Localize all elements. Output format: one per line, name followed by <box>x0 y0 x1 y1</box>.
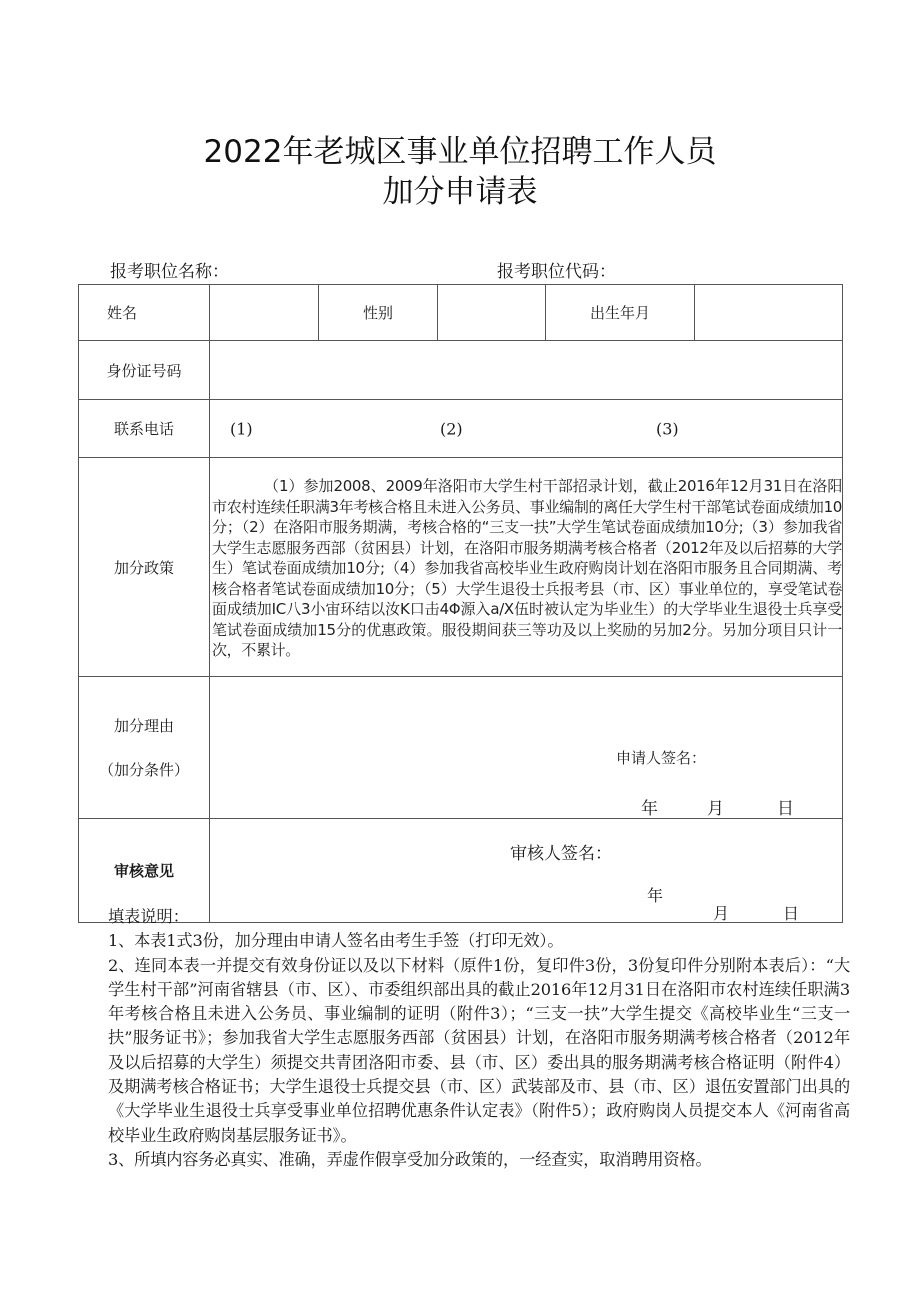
applicant-date-year: 年 <box>641 799 658 819</box>
name-field[interactable] <box>210 285 319 341</box>
policy-label: 加分政策 <box>79 458 210 677</box>
reviewer-signature-label: 审核人签名： <box>510 844 612 864</box>
document-title-line1: 2022年老城区事业单位招聘工作人员 <box>203 134 717 170</box>
review-opinion-label: 审核意见 <box>79 819 210 923</box>
id-number-field[interactable] <box>210 341 843 400</box>
id-number-label: 身份证号码 <box>79 341 210 400</box>
form-row-policy <box>79 458 843 677</box>
phone-1-label: (1) <box>230 419 253 438</box>
instruction-item-1: 1、本表1式3份，加分理由申请人签名由考生手签（打印无效）。 <box>108 931 564 951</box>
form-row-id-number <box>79 341 843 400</box>
form-row-basic-info <box>79 285 843 341</box>
reason-label: 加分理由 <box>113 716 174 735</box>
reason-field[interactable] <box>210 677 843 819</box>
birth-date-label: 出生年月 <box>546 285 695 341</box>
policy-text: （1）参加2008、2009年洛阳市大学生村干部招录计划，截止2016年12月31日在洛阳市农村连续任职满3年考核合格且未进入公务员、事业编制的离任大学生村干部笔试卷面成绩加10分；（2）在洛阳市服务期满，考核合格的“三支一扶”大学生笔试卷面成绩加10分;（3）参加我省大学生志愿服务西部（贫困县）计划，在洛阳市服务期满考核合格者（2012年及以后招募的大学生）笔试卷面成绩加10分;（4）参加我省高校毕业生政府购岗计划在洛阳市服务且合同期满、考核合格者笔试卷面成绩加10分；（5）大学生退役士兵报考县（市、区）事业单位的，享受笔试卷面成绩加IC八3小宙环结以汝K口击4Φ源入a/X伍时被认定为毕业生）的大学毕业生退役士兵享受笔试卷面成绩加15分的优惠政策。服役期间获三等功及以上奖励的另加2分。另加分项目只计一次，不累计。 <box>212 477 842 659</box>
applicant-signature-label: 申请人签名： <box>616 749 707 767</box>
instruction-item-2: 2、连同本表一并提交有效身份证以及以下材料（原件1份，复印件3份，3份复印件分别附本表后）：“大学生村干部”河南省辖县（市、区）、市委组织部出具的截止2016年12月31日在洛阳市农村连续任职满3年考核合格且未进入公务员、事业编制的证明（附件3）；“三支一扶”大学生提交《高校毕业生“三支一扶”服务证书》；参加我省大学生志愿服务西部（贫困县）计划，在洛阳市服务期满考核合格者（2012年及以后招募的大学生）须提交共青团洛阳市委、县（市、区）委出具的服务期满考核合格证明（附件4）及期满考核合格证书；大学生退役士兵提交县（市、区）武装部及市、县（市、区）退伍安置部门出具的《大学毕业生退役士兵享受事业单位招聘优惠条件认定表》（附件5）；政府购岗人员提交本人《河南省高校毕业生政府购岗基层服务证书》。 <box>108 955 850 1145</box>
document-title-line2: 加分申请表 <box>382 174 538 210</box>
form-instructions <box>110 905 850 1172</box>
phone-field[interactable] <box>210 400 843 458</box>
policy-text-cell <box>210 458 843 677</box>
form-row-phone <box>79 400 843 458</box>
name-label: 姓名 <box>79 285 210 341</box>
phone-2-label: (2) <box>440 419 463 438</box>
review-date-year: 年 <box>647 886 664 905</box>
position-name-label: 报考职位名称： <box>110 262 229 282</box>
form-row-reason <box>79 677 843 819</box>
review-date-month: 月 <box>713 904 730 923</box>
phone-label: 联系电话 <box>79 400 210 458</box>
gender-field[interactable] <box>438 285 546 341</box>
phone-3-label: (3) <box>656 419 679 438</box>
reason-condition-label: （加分条件） <box>98 760 189 779</box>
position-code-label: 报考职位代码： <box>497 262 616 282</box>
review-date-day: 日 <box>783 904 800 923</box>
gender-label: 性别 <box>319 285 438 341</box>
instructions-heading: 填表说明： <box>108 907 189 926</box>
applicant-date-day: 日 <box>777 799 794 819</box>
instruction-item-3: 3、所填内容务必真实、准确，弄虚作假享受加分政策的，一经查实，取消聘用资格。 <box>108 1149 712 1169</box>
birth-date-field[interactable] <box>695 285 843 341</box>
applicant-date-month: 月 <box>707 799 724 819</box>
application-form-table <box>78 284 843 923</box>
reason-label-cell <box>79 677 210 819</box>
